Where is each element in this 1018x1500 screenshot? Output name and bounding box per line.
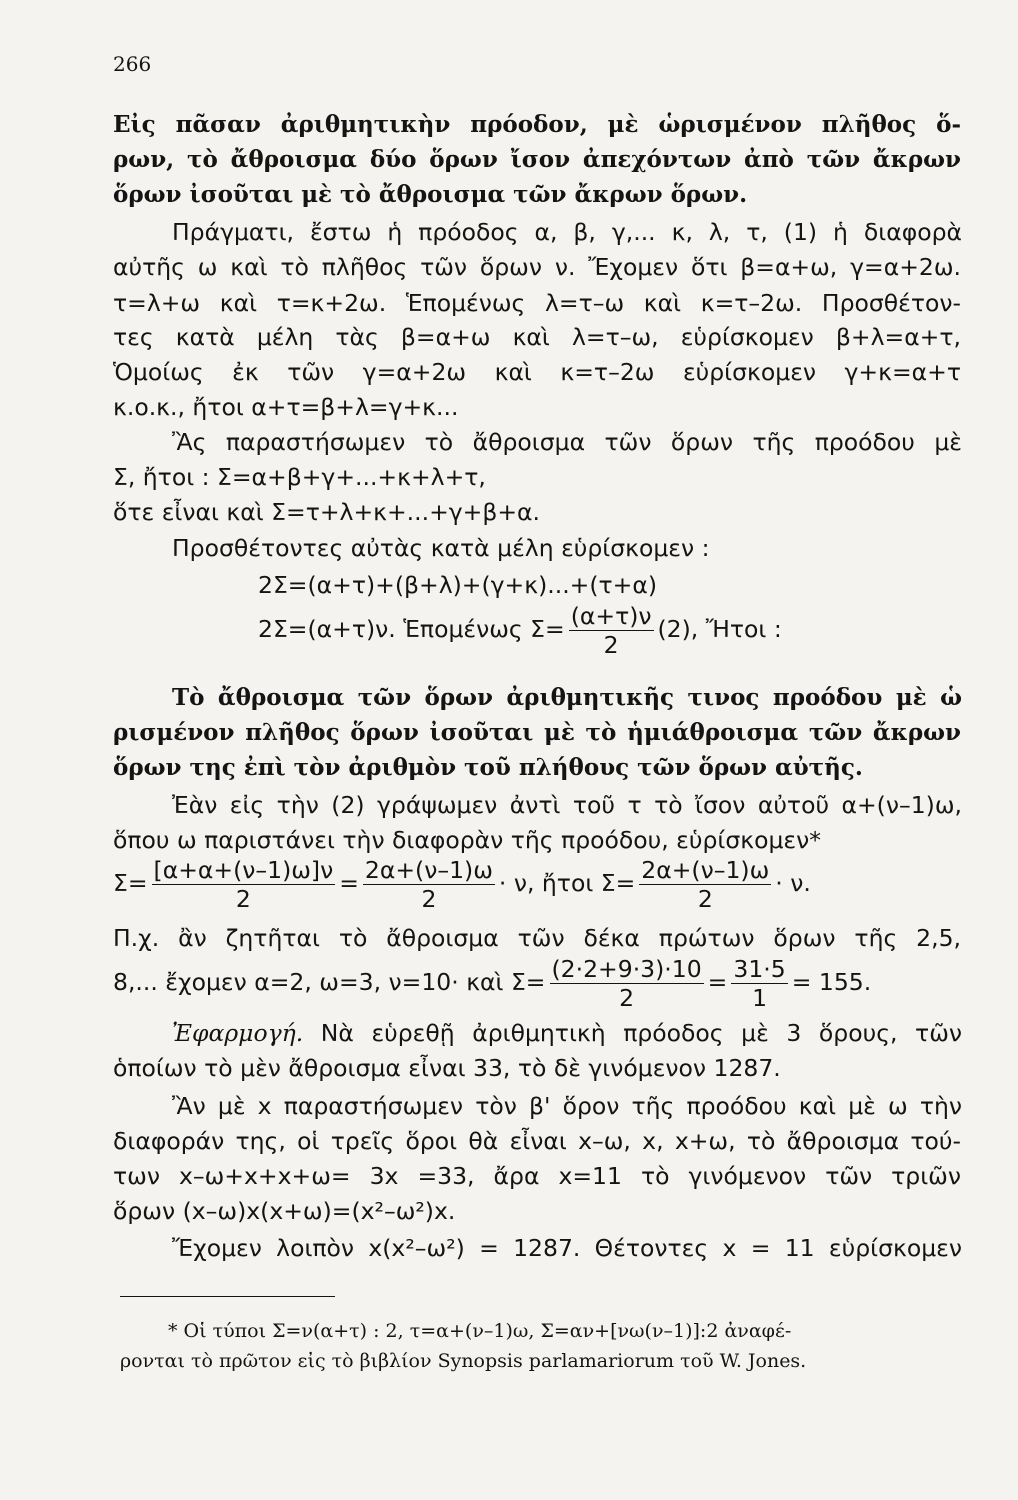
fraction-denominator: 2 — [421, 885, 437, 913]
fraction-numerator: (2·2+9·3)·10 — [551, 955, 702, 983]
application-text: Νὰ εὑρεθῇ ἀριθμητικὴ πρόοδος μὲ 3 ὅρους, τῶν — [320, 1019, 962, 1047]
example-result: = 155. — [791, 968, 872, 996]
fraction — [152, 856, 336, 913]
formula-end: · ν. — [775, 869, 811, 897]
fraction-denominator: 1 — [752, 984, 768, 1012]
fraction — [639, 856, 771, 913]
proof-line: αὐτῆς ω καὶ τὸ πλῆθος τῶν ὅρων ν. Ἔχομεν ὅτι β=α+ω, γ=α+2ω. — [113, 253, 961, 281]
fraction-numerator: 2α+(ν–1)ω — [641, 856, 770, 884]
formula-mid: · ν, ἤτοι Σ= — [498, 869, 636, 897]
fraction-denominator: 2 — [603, 631, 619, 659]
application-label: Ἐφαρμογή. — [172, 1019, 304, 1047]
page-number: 266 — [113, 52, 152, 76]
fraction-numerator: [α+α+(ν–1)ω]ν — [153, 856, 334, 884]
fraction — [363, 856, 495, 913]
solution-line: ὅρων (x–ω)x(x+ω)=(x²–ω²)x. — [113, 1197, 456, 1225]
doubled-sum-equation: 2Σ=(α+τ)+(β+λ)+(γ+κ)...+(τ+α) — [258, 571, 658, 599]
solution-line: διαφοράν της, οἱ τρεῖς ὅροι θὰ εἶναι x–ω, x, x+ω, τὸ ἄθροισμα τού- — [113, 1127, 961, 1155]
formula-sigma: Σ= — [113, 869, 148, 897]
proof-line: τ=λ+ω καὶ τ=κ+2ω. Ἑπομένως λ=τ–ω καὶ κ=τ–2ω. Προσθέτον- — [113, 289, 961, 317]
fraction-numerator: (α+τ)ν — [570, 602, 652, 630]
example-calculation — [113, 955, 871, 1012]
equation-2 — [258, 602, 782, 659]
fraction — [550, 955, 704, 1012]
equation-2-left: 2Σ=(α+τ)ν. Ἑπομένως Σ= — [258, 615, 565, 643]
fraction-denominator: 2 — [619, 984, 635, 1012]
theorem-line: ρων, τὸ ἄθροισμα δύο ὅρων ἴσον ἀπεχόντων ἀπὸ τῶν ἄκρων — [113, 146, 961, 173]
fraction-numerator: 31·5 — [733, 955, 786, 983]
theorem-line: Τὸ ἄθροισμα τῶν ὅρων ἀριθμητικῆς τινος προόδου μὲ ὡ — [172, 684, 962, 711]
solution-line: Ἔχομεν λοιπὸν x(x²–ω²) = 1287. Θέτοντες x = 11 εὑρίσκομεν — [172, 1234, 962, 1262]
equation-2-right: (2), Ἤτοι : — [657, 615, 782, 643]
proof-line: τες κατὰ μέλη τὰς β=α+ω καὶ λ=τ–ω, εὑρίσκομεν β+λ=α+τ, — [113, 323, 961, 351]
proof-line: Πράγματι, ἔστω ἡ πρόοδος α, β, γ,... κ, λ, τ, (1) ἡ διαφορὰ — [172, 218, 962, 246]
theorem-line: ὅρων ἰσοῦται μὲ τὸ ἄθροισμα τῶν ἄκρων ὅρων. — [113, 181, 748, 208]
substitution-line: ὅπου ω παριστάνει τὴν διαφορὰν τῆς προόδου, εὑρίσκομεν* — [113, 826, 821, 854]
sum-line: ὅτε εἶναι καὶ Σ=τ+λ+κ+...+γ+β+α. — [113, 498, 541, 526]
sum-line: Ἂς παραστήσωμεν τὸ ἄθροισμα τῶν ὅρων τῆς προόδου μὲ — [172, 428, 962, 456]
fraction-denominator: 2 — [235, 885, 251, 913]
footnote-rule — [120, 1296, 335, 1297]
example-line: Π.χ. ἂν ζητῆται τὸ ἄθροισμα τῶν δέκα πρώτων ὅρων τῆς 2,5, — [113, 924, 961, 952]
theorem-line: Εἰς πᾶσαν ἀριθμητικὴν πρόοδον, μὲ ὡρισμένον πλῆθος ὅ- — [113, 111, 961, 138]
formula-equals: = — [339, 869, 359, 897]
fraction — [731, 955, 787, 1012]
theorem-line: ρισμένον πλῆθος ὅρων ἰσοῦται μὲ τὸ ἡμιάθροισμα τῶν ἄκρων — [113, 719, 961, 746]
application-line — [172, 1016, 962, 1050]
application-line: ὁποίων τὸ μὲν ἄθροισμα εἶναι 33, τὸ δὲ γινόμενον 1287. — [113, 1054, 781, 1082]
sum-formula — [113, 856, 811, 913]
footnote-line: ρονται τὸ πρῶτον εἰς τὸ βιβλίον Synopsis parlamariorum τοῦ W. Jones. — [120, 1350, 807, 1372]
example-equals: = — [707, 968, 728, 996]
substitution-line: Ἐὰν εἰς τὴν (2) γράψωμεν ἀντὶ τοῦ τ τὸ ἴσον αὐτοῦ α+(ν–1)ω, — [172, 791, 962, 819]
sum-line: Προσθέτοντες αὐτὰς κατὰ μέλη εὑρίσκομεν : — [172, 534, 710, 562]
footnote-line: * Οἱ τύποι Σ=ν(α+τ) : 2, τ=α+(ν–1)ω, Σ=αν+[νω(ν–1)]:2 ἀναφέ- — [168, 1320, 792, 1342]
fraction — [569, 602, 654, 659]
theorem-line: ὅρων της ἐπὶ τὸν ἀριθμὸν τοῦ πλήθους τῶν ὅρων αὐτῆς. — [113, 754, 863, 781]
example-left: 8,... ἔχομεν α=2, ω=3, ν=10· καὶ Σ= — [113, 968, 546, 996]
fraction-denominator: 2 — [697, 885, 713, 913]
solution-line: Ἂν μὲ x παραστήσωμεν τὸν β' ὅρον τῆς προόδου καὶ μὲ ω τὴν — [172, 1092, 962, 1120]
proof-line: Ὁμοίως ἐκ τῶν γ=α+2ω καὶ κ=τ–2ω εὑρίσκομεν γ+κ=α+τ — [113, 358, 961, 386]
solution-line: των x–ω+x+x+ω= 3x =33, ἄρα x=11 τὸ γινόμενον τῶν τριῶν — [113, 1162, 961, 1190]
fraction-numerator: 2α+(ν–1)ω — [364, 856, 493, 884]
sum-line: Σ, ἤτοι : Σ=α+β+γ+...+κ+λ+τ, — [113, 463, 486, 491]
proof-line: κ.ο.κ., ἤτοι α+τ=β+λ=γ+κ... — [113, 393, 459, 421]
